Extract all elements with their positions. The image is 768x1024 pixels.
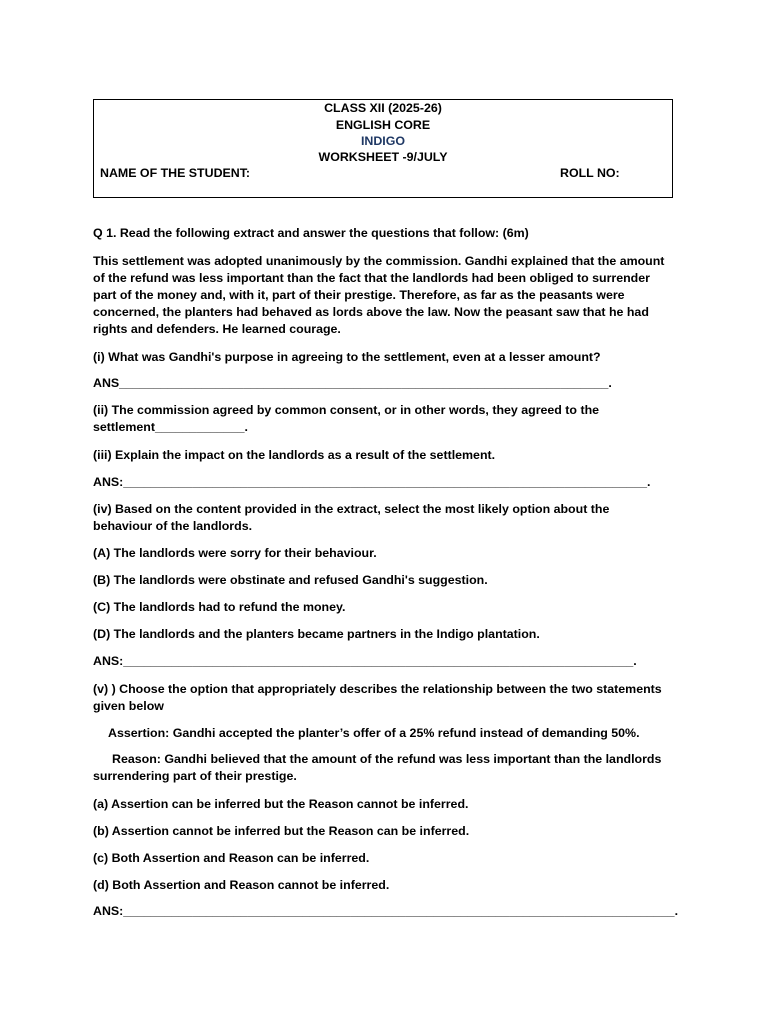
option-iv-a[interactable]: (A) The landlords were sorry for their behaviour. [93,546,377,560]
roll-no-label: ROLL NO: [560,166,620,180]
reason-statement [93,751,683,785]
class-line: CLASS XII (2025-26) [324,101,442,115]
answer-blank-iv[interactable]: ANS:__________________________________________________________________________. [93,654,637,668]
student-name-label: NAME OF THE STUDENT: [100,166,251,180]
answer-blank-v[interactable]: ANS:________________________________________________________________________________. [93,904,679,918]
option-v-a[interactable]: (a) Assertion can be inferred but the Reason cannot be inferred. [93,797,469,811]
reason-line: Reason: Gandhi believed that the amount of the refund was less important than the landlords [112,752,662,766]
chapter-title: INDIGO [360,134,406,148]
question-i: (i) What was Gandhi's purpose in agreeing to the settlement, even at a lesser amount? [93,350,601,364]
extract-line: concerned, the planters had behaved as lords above the law. Now the peasant saw that he had [93,305,649,319]
assertion-statement: Assertion: Gandhi accepted the planter’s offer of a 25% refund instead of demanding 50%. [108,726,640,740]
question-v [93,681,683,715]
option-v-c[interactable]: (c) Both Assertion and Reason can be inferred. [93,851,370,865]
answer-blank-iii[interactable]: ANS:____________________________________________________________________________. [93,475,651,489]
question-ii-blank[interactable]: settlement_____________. [93,420,248,434]
question-v-line: given below [93,699,164,713]
option-v-b[interactable]: (b) Assertion cannot be inferred but the Reason can be inferred. [93,824,470,838]
question-ii [93,402,683,436]
subject-line: ENGLISH CORE [335,118,431,132]
question-iii: (iii) Explain the impact on the landlords as a result of the settlement. [93,448,496,462]
reason-line: surrendering part of their prestige. [93,769,297,783]
worksheet-header-box [93,99,673,198]
extract-line: rights and defenders. He learned courage. [93,322,341,336]
question-iv [93,501,683,535]
question-v-line: (v) ) Choose the option that appropriately describes the relationship between the two statements [93,682,662,696]
option-iv-b[interactable]: (B) The landlords were obstinate and refused Gandhi's suggestion. [93,573,488,587]
extract-line: of the refund was less important than the fact that the landlords had been obliged to surrender [93,271,650,285]
question-iv-line: (iv) Based on the content provided in the extract, select the most likely option about the [93,502,610,516]
extract-line: part of the money and, with it, part of their prestige. Therefore, as far as the peasants were [93,288,625,302]
worksheet-label: WORKSHEET -9/JULY [318,150,448,164]
extract-paragraph [93,253,683,338]
option-iv-c[interactable]: (C) The landlords had to refund the money. [93,600,346,614]
answer-blank-i[interactable]: ANS_______________________________________________________________________. [93,376,612,390]
option-v-d[interactable]: (d) Both Assertion and Reason cannot be inferred. [93,878,390,892]
q1-heading: Q 1. Read the following extract and answer the questions that follow: (6m) [93,226,529,240]
question-ii-line: (ii) The commission agreed by common consent, or in other words, they agreed to the [93,403,600,417]
option-iv-d[interactable]: (D) The landlords and the planters became partners in the Indigo plantation. [93,627,540,641]
question-iv-line: behaviour of the landlords. [93,519,253,533]
extract-line: This settlement was adopted unanimously by the commission. Gandhi explained that the amount [93,254,665,268]
